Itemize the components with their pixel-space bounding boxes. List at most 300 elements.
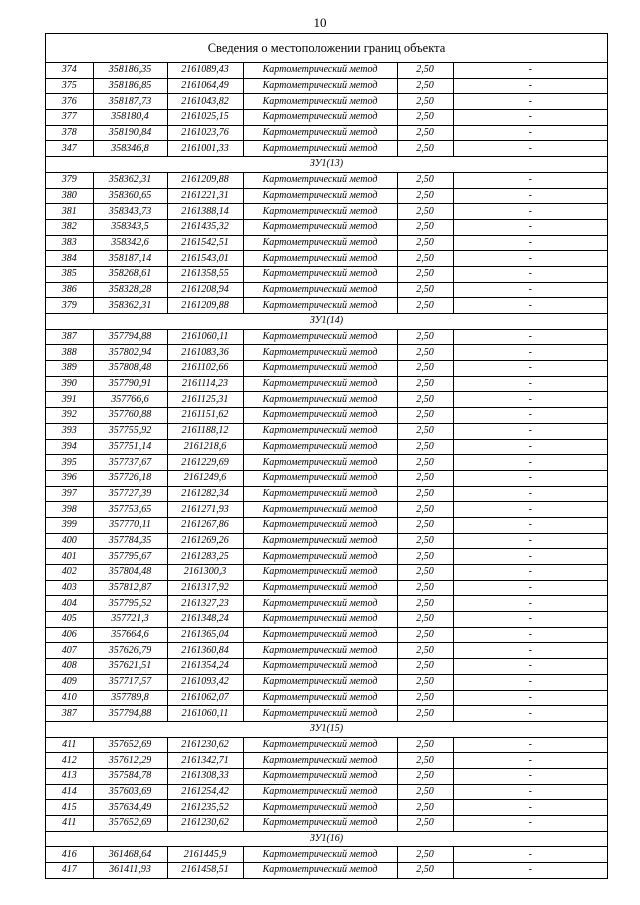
- table-row: [46, 674, 607, 690]
- accuracy-cell: 2,50: [397, 612, 453, 628]
- table-row: [46, 408, 607, 424]
- point-number-cell: 376: [46, 94, 93, 110]
- method-cell: Картометрический метод: [243, 251, 397, 267]
- table-row: [46, 690, 607, 706]
- point-number-cell: 391: [46, 392, 93, 408]
- method-cell: Картометрический метод: [243, 800, 397, 816]
- x-coordinate-cell: 357808,48: [93, 361, 167, 377]
- method-cell: Картометрический метод: [243, 392, 397, 408]
- method-cell: Картометрический метод: [243, 361, 397, 377]
- method-cell: Картометрический метод: [243, 439, 397, 455]
- description-cell: -: [453, 674, 607, 690]
- accuracy-cell: 2,50: [397, 800, 453, 816]
- x-coordinate-cell: 358342,6: [93, 235, 167, 251]
- y-coordinate-cell: 2161249,6: [167, 470, 243, 486]
- table-row: [46, 580, 607, 596]
- table-row: [46, 753, 607, 769]
- x-coordinate-cell: 358328,28: [93, 282, 167, 298]
- accuracy-cell: 2,50: [397, 235, 453, 251]
- point-number-cell: 374: [46, 63, 93, 78]
- method-cell: Картометрический метод: [243, 690, 397, 706]
- y-coordinate-cell: 2161365,04: [167, 627, 243, 643]
- y-coordinate-cell: 2161209,88: [167, 172, 243, 188]
- point-number-cell: 401: [46, 549, 93, 565]
- x-coordinate-cell: 357770,11: [93, 517, 167, 533]
- method-cell: Картометрический метод: [243, 219, 397, 235]
- point-number-cell: 405: [46, 612, 93, 628]
- table-row: [46, 627, 607, 643]
- section-label: ЗУ1(16): [46, 831, 607, 847]
- description-cell: -: [453, 502, 607, 518]
- point-number-cell: 381: [46, 204, 93, 220]
- table-row: [46, 549, 607, 565]
- point-number-cell: 384: [46, 251, 93, 267]
- point-number-cell: 400: [46, 533, 93, 549]
- x-coordinate-cell: 357726,18: [93, 470, 167, 486]
- y-coordinate-cell: 2161043,82: [167, 94, 243, 110]
- description-cell: -: [453, 863, 607, 878]
- accuracy-cell: 2,50: [397, 596, 453, 612]
- point-number-cell: 386: [46, 282, 93, 298]
- method-cell: Картометрический метод: [243, 408, 397, 424]
- accuracy-cell: 2,50: [397, 768, 453, 784]
- point-number-cell: 389: [46, 361, 93, 377]
- accuracy-cell: 2,50: [397, 753, 453, 769]
- section-row: [46, 314, 607, 330]
- point-number-cell: 403: [46, 580, 93, 596]
- table-row: [46, 110, 607, 126]
- x-coordinate-cell: 357755,92: [93, 423, 167, 439]
- method-cell: Картометрический метод: [243, 643, 397, 659]
- accuracy-cell: 2,50: [397, 266, 453, 282]
- accuracy-cell: 2,50: [397, 502, 453, 518]
- description-cell: -: [453, 612, 607, 628]
- accuracy-cell: 2,50: [397, 188, 453, 204]
- point-number-cell: 411: [46, 816, 93, 832]
- table-row: [46, 172, 607, 188]
- point-number-cell: 413: [46, 768, 93, 784]
- accuracy-cell: 2,50: [397, 470, 453, 486]
- accuracy-cell: 2,50: [397, 847, 453, 863]
- table-row: [46, 706, 607, 722]
- accuracy-cell: 2,50: [397, 408, 453, 424]
- description-cell: -: [453, 455, 607, 471]
- description-cell: -: [453, 63, 607, 78]
- table-row: [46, 392, 607, 408]
- method-cell: Картометрический метод: [243, 78, 397, 94]
- x-coordinate-cell: 358268,61: [93, 266, 167, 282]
- method-cell: Картометрический метод: [243, 94, 397, 110]
- description-cell: -: [453, 141, 607, 157]
- description-cell: -: [453, 329, 607, 345]
- table-row: [46, 439, 607, 455]
- x-coordinate-cell: 357634,49: [93, 800, 167, 816]
- boundary-table-frame: [45, 33, 608, 879]
- method-cell: Картометрический метод: [243, 674, 397, 690]
- method-cell: Картометрический метод: [243, 706, 397, 722]
- description-cell: -: [453, 282, 607, 298]
- section-row: [46, 831, 607, 847]
- y-coordinate-cell: 2161209,88: [167, 298, 243, 314]
- x-coordinate-cell: 357784,35: [93, 533, 167, 549]
- accuracy-cell: 2,50: [397, 361, 453, 377]
- table-row: [46, 768, 607, 784]
- table-row: [46, 847, 607, 863]
- description-cell: -: [453, 737, 607, 753]
- description-cell: -: [453, 298, 607, 314]
- point-number-cell: 397: [46, 486, 93, 502]
- y-coordinate-cell: 2161064,49: [167, 78, 243, 94]
- accuracy-cell: 2,50: [397, 219, 453, 235]
- point-number-cell: 406: [46, 627, 93, 643]
- point-number-cell: 416: [46, 847, 93, 863]
- y-coordinate-cell: 2161354,24: [167, 659, 243, 675]
- method-cell: Картометрический метод: [243, 596, 397, 612]
- y-coordinate-cell: 2161348,24: [167, 612, 243, 628]
- description-cell: -: [453, 690, 607, 706]
- accuracy-cell: 2,50: [397, 63, 453, 78]
- description-cell: -: [453, 486, 607, 502]
- x-coordinate-cell: 357802,94: [93, 345, 167, 361]
- description-cell: -: [453, 78, 607, 94]
- method-cell: Картометрический метод: [243, 517, 397, 533]
- accuracy-cell: 2,50: [397, 204, 453, 220]
- accuracy-cell: 2,50: [397, 125, 453, 141]
- x-coordinate-cell: 357612,29: [93, 753, 167, 769]
- accuracy-cell: 2,50: [397, 737, 453, 753]
- point-number-cell: 408: [46, 659, 93, 675]
- table-row: [46, 361, 607, 377]
- x-coordinate-cell: 358360,65: [93, 188, 167, 204]
- table-row: [46, 784, 607, 800]
- y-coordinate-cell: 2161229,69: [167, 455, 243, 471]
- description-cell: -: [453, 627, 607, 643]
- table-row: [46, 470, 607, 486]
- y-coordinate-cell: 2161230,62: [167, 737, 243, 753]
- accuracy-cell: 2,50: [397, 282, 453, 298]
- x-coordinate-cell: 357584,78: [93, 768, 167, 784]
- description-cell: -: [453, 376, 607, 392]
- point-number-cell: 415: [46, 800, 93, 816]
- accuracy-cell: 2,50: [397, 141, 453, 157]
- method-cell: Картометрический метод: [243, 376, 397, 392]
- method-cell: Картометрический метод: [243, 502, 397, 518]
- description-cell: -: [453, 533, 607, 549]
- table-row: [46, 486, 607, 502]
- point-number-cell: 390: [46, 376, 93, 392]
- method-cell: Картометрический метод: [243, 298, 397, 314]
- table-row: [46, 251, 607, 267]
- description-cell: -: [453, 439, 607, 455]
- accuracy-cell: 2,50: [397, 643, 453, 659]
- accuracy-cell: 2,50: [397, 251, 453, 267]
- method-cell: Картометрический метод: [243, 188, 397, 204]
- y-coordinate-cell: 2161543,01: [167, 251, 243, 267]
- description-cell: -: [453, 753, 607, 769]
- y-coordinate-cell: 2161060,11: [167, 706, 243, 722]
- accuracy-cell: 2,50: [397, 94, 453, 110]
- y-coordinate-cell: 2161062,07: [167, 690, 243, 706]
- x-coordinate-cell: 358190,84: [93, 125, 167, 141]
- table-row: [46, 266, 607, 282]
- point-number-cell: 399: [46, 517, 93, 533]
- point-number-cell: 414: [46, 784, 93, 800]
- table-title: Сведения о местоположении границ объекта: [46, 34, 607, 63]
- description-cell: -: [453, 470, 607, 486]
- point-number-cell: 380: [46, 188, 93, 204]
- table-row: [46, 345, 607, 361]
- x-coordinate-cell: 357794,88: [93, 329, 167, 345]
- y-coordinate-cell: 2161317,92: [167, 580, 243, 596]
- description-cell: -: [453, 847, 607, 863]
- x-coordinate-cell: 357603,69: [93, 784, 167, 800]
- method-cell: Картометрический метод: [243, 470, 397, 486]
- description-cell: -: [453, 251, 607, 267]
- section-label: ЗУ1(13): [46, 157, 607, 173]
- method-cell: Картометрический метод: [243, 345, 397, 361]
- point-number-cell: 393: [46, 423, 93, 439]
- method-cell: Картометрический метод: [243, 110, 397, 126]
- accuracy-cell: 2,50: [397, 706, 453, 722]
- y-coordinate-cell: 2161093,42: [167, 674, 243, 690]
- table-row: [46, 502, 607, 518]
- x-coordinate-cell: 357790,91: [93, 376, 167, 392]
- table-row: [46, 204, 607, 220]
- point-number-cell: 402: [46, 565, 93, 581]
- method-cell: Картометрический метод: [243, 486, 397, 502]
- y-coordinate-cell: 2161360,84: [167, 643, 243, 659]
- method-cell: Картометрический метод: [243, 627, 397, 643]
- point-number-cell: 388: [46, 345, 93, 361]
- y-coordinate-cell: 2161102,66: [167, 361, 243, 377]
- y-coordinate-cell: 2161342,71: [167, 753, 243, 769]
- x-coordinate-cell: 361411,93: [93, 863, 167, 878]
- x-coordinate-cell: 357789,8: [93, 690, 167, 706]
- table-row: [46, 816, 607, 832]
- description-cell: -: [453, 204, 607, 220]
- point-number-cell: 407: [46, 643, 93, 659]
- table-row: [46, 800, 607, 816]
- table-row: [46, 94, 607, 110]
- y-coordinate-cell: 2161208,94: [167, 282, 243, 298]
- description-cell: -: [453, 565, 607, 581]
- x-coordinate-cell: 358343,5: [93, 219, 167, 235]
- y-coordinate-cell: 2161458,51: [167, 863, 243, 878]
- y-coordinate-cell: 2161083,36: [167, 345, 243, 361]
- point-number-cell: 412: [46, 753, 93, 769]
- description-cell: -: [453, 423, 607, 439]
- method-cell: Картометрический метод: [243, 455, 397, 471]
- accuracy-cell: 2,50: [397, 533, 453, 549]
- table-row: [46, 141, 607, 157]
- y-coordinate-cell: 2161271,93: [167, 502, 243, 518]
- description-cell: -: [453, 659, 607, 675]
- method-cell: Картометрический метод: [243, 659, 397, 675]
- description-cell: -: [453, 361, 607, 377]
- y-coordinate-cell: 2161230,62: [167, 816, 243, 832]
- description-cell: -: [453, 188, 607, 204]
- accuracy-cell: 2,50: [397, 816, 453, 832]
- point-number-cell: 387: [46, 329, 93, 345]
- table-row: [46, 455, 607, 471]
- x-coordinate-cell: 358186,35: [93, 63, 167, 78]
- point-number-cell: 409: [46, 674, 93, 690]
- section-row: [46, 157, 607, 173]
- table-row: [46, 423, 607, 439]
- y-coordinate-cell: 2161283,25: [167, 549, 243, 565]
- table-row: [46, 565, 607, 581]
- x-coordinate-cell: 357621,51: [93, 659, 167, 675]
- point-number-cell: 375: [46, 78, 93, 94]
- point-number-cell: 410: [46, 690, 93, 706]
- y-coordinate-cell: 2161282,34: [167, 486, 243, 502]
- y-coordinate-cell: 2161300,3: [167, 565, 243, 581]
- method-cell: Картометрический метод: [243, 172, 397, 188]
- y-coordinate-cell: 2161188,12: [167, 423, 243, 439]
- y-coordinate-cell: 2161001,33: [167, 141, 243, 157]
- accuracy-cell: 2,50: [397, 376, 453, 392]
- table-row: [46, 125, 607, 141]
- table-row: [46, 298, 607, 314]
- method-cell: Картометрический метод: [243, 266, 397, 282]
- x-coordinate-cell: 358180,4: [93, 110, 167, 126]
- y-coordinate-cell: 2161267,86: [167, 517, 243, 533]
- accuracy-cell: 2,50: [397, 674, 453, 690]
- table-row: [46, 596, 607, 612]
- y-coordinate-cell: 2161125,31: [167, 392, 243, 408]
- description-cell: -: [453, 392, 607, 408]
- x-coordinate-cell: 358362,31: [93, 298, 167, 314]
- table-row: [46, 282, 607, 298]
- x-coordinate-cell: 357652,69: [93, 816, 167, 832]
- accuracy-cell: 2,50: [397, 486, 453, 502]
- x-coordinate-cell: 357760,88: [93, 408, 167, 424]
- x-coordinate-cell: 357626,79: [93, 643, 167, 659]
- x-coordinate-cell: 357795,67: [93, 549, 167, 565]
- accuracy-cell: 2,50: [397, 863, 453, 878]
- method-cell: Картометрический метод: [243, 235, 397, 251]
- x-coordinate-cell: 357812,87: [93, 580, 167, 596]
- point-number-cell: 396: [46, 470, 93, 486]
- method-cell: Картометрический метод: [243, 863, 397, 878]
- x-coordinate-cell: 357753,65: [93, 502, 167, 518]
- accuracy-cell: 2,50: [397, 784, 453, 800]
- y-coordinate-cell: 2161542,51: [167, 235, 243, 251]
- table-row: [46, 533, 607, 549]
- x-coordinate-cell: 357794,88: [93, 706, 167, 722]
- y-coordinate-cell: 2161089,43: [167, 63, 243, 78]
- point-number-cell: 404: [46, 596, 93, 612]
- x-coordinate-cell: 358343,73: [93, 204, 167, 220]
- x-coordinate-cell: 357721,3: [93, 612, 167, 628]
- accuracy-cell: 2,50: [397, 549, 453, 565]
- method-cell: Картометрический метод: [243, 282, 397, 298]
- method-cell: Картометрический метод: [243, 580, 397, 596]
- table-row: [46, 188, 607, 204]
- y-coordinate-cell: 2161221,31: [167, 188, 243, 204]
- description-cell: -: [453, 235, 607, 251]
- table-row: [46, 643, 607, 659]
- table-row: [46, 376, 607, 392]
- table-row: [46, 219, 607, 235]
- table-row: [46, 863, 607, 878]
- method-cell: Картометрический метод: [243, 784, 397, 800]
- accuracy-cell: 2,50: [397, 110, 453, 126]
- method-cell: Картометрический метод: [243, 737, 397, 753]
- description-cell: -: [453, 643, 607, 659]
- method-cell: Картометрический метод: [243, 63, 397, 78]
- point-number-cell: 382: [46, 219, 93, 235]
- description-cell: -: [453, 517, 607, 533]
- description-cell: -: [453, 408, 607, 424]
- y-coordinate-cell: 2161308,33: [167, 768, 243, 784]
- method-cell: Картометрический метод: [243, 125, 397, 141]
- point-number-cell: 417: [46, 863, 93, 878]
- method-cell: Картометрический метод: [243, 565, 397, 581]
- method-cell: Картометрический метод: [243, 549, 397, 565]
- table-row: [46, 659, 607, 675]
- y-coordinate-cell: 2161254,42: [167, 784, 243, 800]
- description-cell: -: [453, 768, 607, 784]
- point-number-cell: 379: [46, 172, 93, 188]
- method-cell: Картометрический метод: [243, 847, 397, 863]
- page-number: 10: [313, 15, 327, 30]
- method-cell: Картометрический метод: [243, 533, 397, 549]
- x-coordinate-cell: 357795,52: [93, 596, 167, 612]
- section-label: ЗУ1(15): [46, 721, 607, 737]
- accuracy-cell: 2,50: [397, 423, 453, 439]
- description-cell: -: [453, 345, 607, 361]
- x-coordinate-cell: 357751,14: [93, 439, 167, 455]
- accuracy-cell: 2,50: [397, 627, 453, 643]
- x-coordinate-cell: 357652,69: [93, 737, 167, 753]
- y-coordinate-cell: 2161023,76: [167, 125, 243, 141]
- accuracy-cell: 2,50: [397, 517, 453, 533]
- accuracy-cell: 2,50: [397, 392, 453, 408]
- x-coordinate-cell: 358362,31: [93, 172, 167, 188]
- point-number-cell: 385: [46, 266, 93, 282]
- description-cell: -: [453, 580, 607, 596]
- y-coordinate-cell: 2161235,52: [167, 800, 243, 816]
- description-cell: -: [453, 94, 607, 110]
- accuracy-cell: 2,50: [397, 78, 453, 94]
- accuracy-cell: 2,50: [397, 298, 453, 314]
- y-coordinate-cell: 2161269,26: [167, 533, 243, 549]
- accuracy-cell: 2,50: [397, 659, 453, 675]
- y-coordinate-cell: 2161114,23: [167, 376, 243, 392]
- x-coordinate-cell: 358186,85: [93, 78, 167, 94]
- boundary-table-body: [46, 63, 607, 878]
- method-cell: Картометрический метод: [243, 141, 397, 157]
- description-cell: -: [453, 549, 607, 565]
- description-cell: -: [453, 172, 607, 188]
- point-number-cell: 398: [46, 502, 93, 518]
- accuracy-cell: 2,50: [397, 580, 453, 596]
- accuracy-cell: 2,50: [397, 439, 453, 455]
- method-cell: Картометрический метод: [243, 204, 397, 220]
- y-coordinate-cell: 2161358,55: [167, 266, 243, 282]
- boundary-table: [46, 63, 607, 878]
- description-cell: -: [453, 219, 607, 235]
- method-cell: Картометрический метод: [243, 753, 397, 769]
- point-number-cell: 395: [46, 455, 93, 471]
- accuracy-cell: 2,50: [397, 565, 453, 581]
- point-number-cell: 411: [46, 737, 93, 753]
- description-cell: -: [453, 110, 607, 126]
- x-coordinate-cell: 357727,39: [93, 486, 167, 502]
- method-cell: Картометрический метод: [243, 423, 397, 439]
- description-cell: -: [453, 784, 607, 800]
